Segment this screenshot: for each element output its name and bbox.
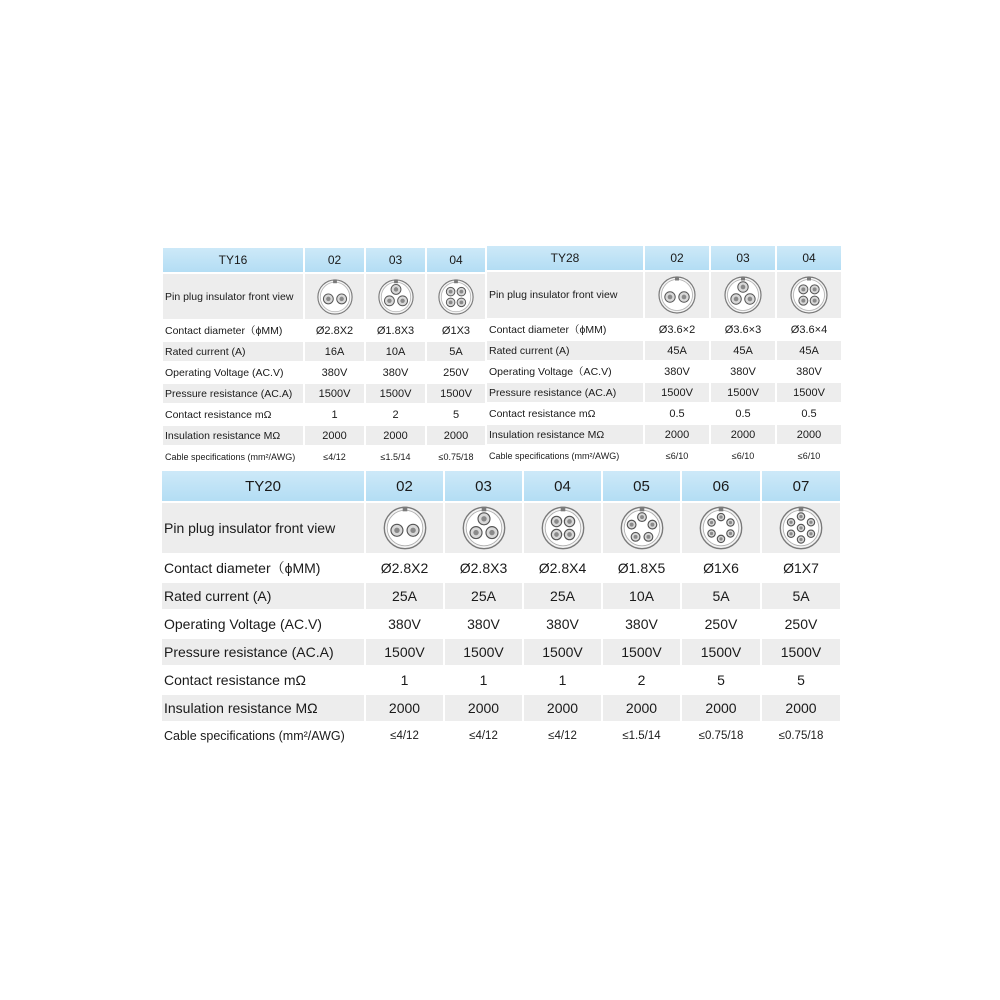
- ty28-cell: 380V: [777, 362, 841, 381]
- ty16-cell: 1500V: [305, 384, 364, 403]
- ty28-pin-cell-02: [645, 272, 709, 318]
- ty16-row-label: Rated current (A): [163, 342, 303, 361]
- ty20-spec-table: [160, 469, 842, 751]
- ty28-cell: Ø3.6×3: [711, 320, 775, 339]
- ty20-pin-cell-05: [603, 503, 680, 553]
- ty20-col-04: 04: [524, 471, 601, 501]
- ty20-row-label: Insulation resistance MΩ: [162, 695, 364, 721]
- ty28-cell: Ø3.6×2: [645, 320, 709, 339]
- ty16-row-label: Contact resistance mΩ: [163, 405, 303, 424]
- insulator-3-pin-icon: [723, 275, 763, 315]
- ty20-cell: ≤4/12: [445, 723, 522, 749]
- ty28-cell: 45A: [645, 341, 709, 360]
- insulator-2-pin-icon: [316, 278, 354, 316]
- ty20-cell: Ø1X6: [682, 555, 760, 581]
- ty20-cell: 250V: [762, 611, 840, 637]
- ty20-cell: 25A: [524, 583, 601, 609]
- ty28-cell: 2000: [645, 425, 709, 444]
- ty16-cell: 10A: [366, 342, 425, 361]
- ty20-cell: 5: [762, 667, 840, 693]
- ty20-col-05: 05: [603, 471, 680, 501]
- ty20-cell: 5A: [762, 583, 840, 609]
- ty20-cell: 2000: [366, 695, 443, 721]
- insulator-3-pin-icon: [461, 505, 507, 551]
- ty20-pin-cell-02: [366, 503, 443, 553]
- ty20-cell: ≤1.5/14: [603, 723, 680, 749]
- ty20-col-02: 02: [366, 471, 443, 501]
- ty28-row-label: Cable specifications (mm²/AWG): [487, 446, 643, 465]
- ty28-cell: 2000: [711, 425, 775, 444]
- insulator-4-pin-icon: [789, 275, 829, 315]
- ty16-cell: 1: [305, 405, 364, 424]
- ty20-cell: 380V: [524, 611, 601, 637]
- ty16-cell: ≤4/12: [305, 447, 364, 466]
- ty16-cell: 380V: [305, 363, 364, 382]
- ty16-row-label: Contact diameter（ϕMM): [163, 321, 303, 340]
- ty28-cell: 0.5: [711, 404, 775, 423]
- ty20-cell: Ø1.8X5: [603, 555, 680, 581]
- ty20-cell: 2000: [603, 695, 680, 721]
- ty16-row-label: Operating Voltage (AC.V): [163, 363, 303, 382]
- ty16-cell: 380V: [366, 363, 425, 382]
- ty20-cell: Ø2.8X4: [524, 555, 601, 581]
- ty16-row-label: Pressure resistance (AC.A): [163, 384, 303, 403]
- ty16-cell: 2000: [305, 426, 364, 445]
- ty20-row-label: Contact diameter（ϕMM): [162, 555, 364, 581]
- ty16-col-02: 02: [305, 248, 364, 272]
- ty28-cell: 2000: [777, 425, 841, 444]
- ty16-cell: Ø1.8X3: [366, 321, 425, 340]
- ty20-cell: 5: [682, 667, 760, 693]
- ty16-cell: ≤0.75/18: [427, 447, 485, 466]
- ty16-cell: 16A: [305, 342, 364, 361]
- ty20-cell: 2000: [445, 695, 522, 721]
- ty28-cell: 45A: [711, 341, 775, 360]
- ty28-spec-table: [485, 244, 843, 467]
- ty20-row-label: Contact resistance mΩ: [162, 667, 364, 693]
- ty20-pin-cell-07: [762, 503, 840, 553]
- ty16-cell: Ø1X3: [427, 321, 485, 340]
- ty28-row-label: Pressure resistance (AC.A): [487, 383, 643, 402]
- ty28-col-02: 02: [645, 246, 709, 270]
- ty20-cell: 25A: [366, 583, 443, 609]
- ty20-cell: 2000: [682, 695, 760, 721]
- ty28-row-label: Operating Voltage（AC.V): [487, 362, 643, 381]
- ty20-col-03: 03: [445, 471, 522, 501]
- ty28-cell: 1500V: [711, 383, 775, 402]
- ty28-cell: ≤6/10: [777, 446, 841, 465]
- ty16-cell: 2000: [427, 426, 485, 445]
- insulator-4-pin-icon: [540, 505, 586, 551]
- ty28-cell: ≤6/10: [711, 446, 775, 465]
- ty28-cell: 45A: [777, 341, 841, 360]
- ty20-cell: 1: [366, 667, 443, 693]
- ty28-cell: 380V: [645, 362, 709, 381]
- ty20-cell: 380V: [445, 611, 522, 637]
- ty28-cell: Ø3.6×4: [777, 320, 841, 339]
- ty28-col-04: 04: [777, 246, 841, 270]
- ty28-title: TY28: [487, 246, 643, 270]
- ty28-pin-cell-03: [711, 272, 775, 318]
- ty20-row-label: Cable specifications (mm²/AWG): [162, 723, 364, 749]
- ty16-pin-cell-03: [366, 274, 425, 319]
- ty16-cell: Ø2.8X2: [305, 321, 364, 340]
- ty16-cell: 2000: [366, 426, 425, 445]
- ty20-cell: 380V: [366, 611, 443, 637]
- ty16-row-label: Cable specifications (mm²/AWG): [163, 447, 303, 466]
- ty20-col-07: 07: [762, 471, 840, 501]
- ty28-row-label: Contact resistance mΩ: [487, 404, 643, 423]
- ty20-row-label: Pressure resistance (AC.A): [162, 639, 364, 665]
- insulator-6-pin-icon: [698, 505, 744, 551]
- ty20-cell: 10A: [603, 583, 680, 609]
- ty28-pin-label: Pin plug insulator front view: [487, 272, 643, 318]
- ty16-row-label: Insulation resistance MΩ: [163, 426, 303, 445]
- ty20-pin-cell-06: [682, 503, 760, 553]
- ty20-cell: 1500V: [682, 639, 760, 665]
- ty16-pin-label: Pin plug insulator front view: [163, 274, 303, 319]
- ty28-cell: 0.5: [645, 404, 709, 423]
- ty20-cell: Ø1X7: [762, 555, 840, 581]
- ty16-cell: 1500V: [366, 384, 425, 403]
- ty20-cell: 2000: [524, 695, 601, 721]
- ty20-pin-cell-03: [445, 503, 522, 553]
- ty20-cell: 1500V: [445, 639, 522, 665]
- ty16-cell: ≤1.5/14: [366, 447, 425, 466]
- ty20-cell: ≤4/12: [524, 723, 601, 749]
- ty20-cell: 1500V: [366, 639, 443, 665]
- ty28-cell: 0.5: [777, 404, 841, 423]
- ty28-row-label: Insulation resistance MΩ: [487, 425, 643, 444]
- ty16-cell: 250V: [427, 363, 485, 382]
- ty28-cell: 1500V: [645, 383, 709, 402]
- ty20-cell: 1500V: [524, 639, 601, 665]
- ty16-title: TY16: [163, 248, 303, 272]
- ty16-spec-table: [161, 246, 487, 468]
- ty20-pin-cell-04: [524, 503, 601, 553]
- insulator-4-pin-icon: [437, 278, 475, 316]
- ty20-cell: Ø2.8X2: [366, 555, 443, 581]
- ty28-cell: 380V: [711, 362, 775, 381]
- ty20-cell: 1: [524, 667, 601, 693]
- ty20-cell: 1: [445, 667, 522, 693]
- ty28-cell: 1500V: [777, 383, 841, 402]
- ty16-cell: 1500V: [427, 384, 485, 403]
- ty20-cell: ≤0.75/18: [682, 723, 760, 749]
- ty16-cell: 5: [427, 405, 485, 424]
- insulator-2-pin-icon: [382, 505, 428, 551]
- ty16-cell: 5A: [427, 342, 485, 361]
- ty20-row-label: Rated current (A): [162, 583, 364, 609]
- ty20-cell: 25A: [445, 583, 522, 609]
- ty20-cell: ≤4/12: [366, 723, 443, 749]
- insulator-7-pin-icon: [778, 505, 824, 551]
- ty28-row-label: Contact diameter（ϕMM): [487, 320, 643, 339]
- ty20-cell: 5A: [682, 583, 760, 609]
- ty28-row-label: Rated current (A): [487, 341, 643, 360]
- ty20-cell: 1500V: [603, 639, 680, 665]
- ty16-pin-cell-04: [427, 274, 485, 319]
- ty20-cell: Ø2.8X3: [445, 555, 522, 581]
- insulator-5-pin-icon: [619, 505, 665, 551]
- ty20-cell: 1500V: [762, 639, 840, 665]
- ty16-pin-cell-02: [305, 274, 364, 319]
- ty28-pin-cell-04: [777, 272, 841, 318]
- ty20-col-06: 06: [682, 471, 760, 501]
- ty20-cell: 380V: [603, 611, 680, 637]
- ty20-cell: 250V: [682, 611, 760, 637]
- ty20-title: TY20: [162, 471, 364, 501]
- ty20-row-label: Operating Voltage (AC.V): [162, 611, 364, 637]
- ty20-cell: 2: [603, 667, 680, 693]
- ty16-cell: 2: [366, 405, 425, 424]
- ty16-col-03: 03: [366, 248, 425, 272]
- ty16-col-04: 04: [427, 248, 485, 272]
- ty28-col-03: 03: [711, 246, 775, 270]
- ty20-pin-label: Pin plug insulator front view: [162, 503, 364, 553]
- ty20-cell: ≤0.75/18: [762, 723, 840, 749]
- insulator-3-pin-icon: [377, 278, 415, 316]
- ty20-cell: 2000: [762, 695, 840, 721]
- ty28-cell: ≤6/10: [645, 446, 709, 465]
- insulator-2-pin-icon: [657, 275, 697, 315]
